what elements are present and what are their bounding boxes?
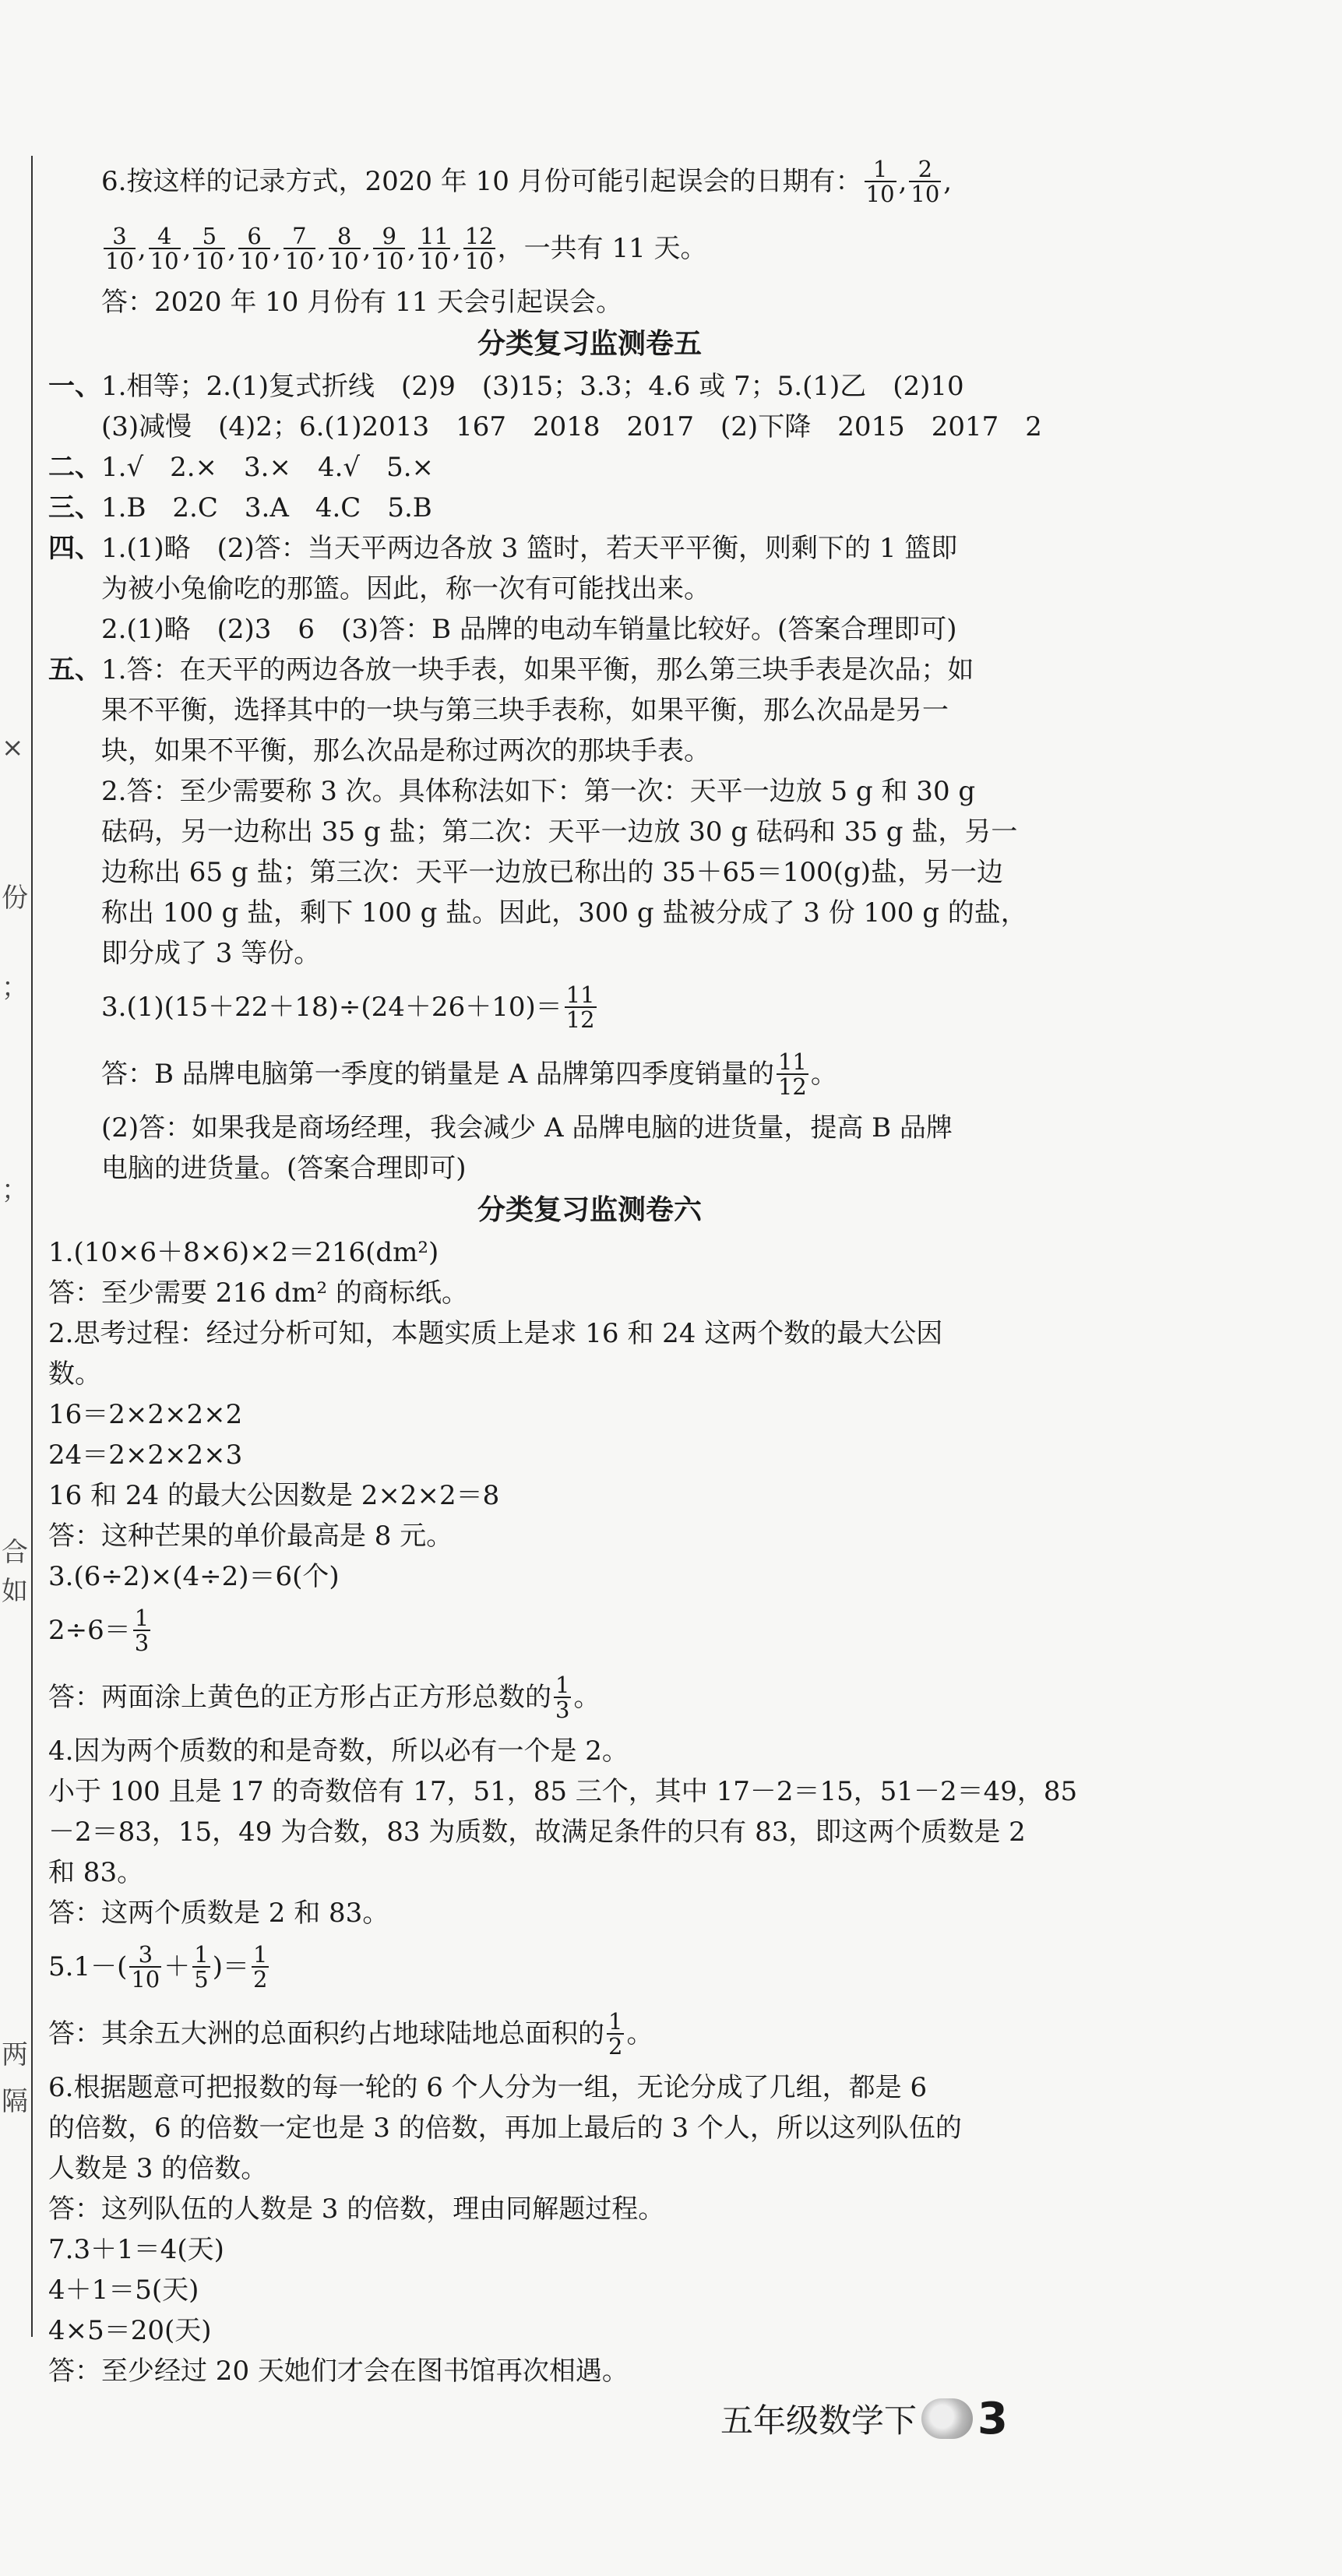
answer-line: 答：至少需要 216 dm² 的商标纸。 [48,1277,468,1309]
fraction: $\frac{5}{10}$ [195,223,224,274]
fraction: $\frac{1}{3}$ [134,1605,150,1656]
answer-line [48,1664,1131,1731]
fraction: $\frac{11}{12}$ [777,1048,807,1100]
answer-line: 4＋1＝5(天) [48,2275,199,2306]
fraction: $\frac{1}{2}$ [608,2008,623,2060]
answer-text: 1.(1)略 (2)答：当天平两边各放 3 篮时，若天平平衡，则剩下的 1 篮即 [101,533,958,564]
edge-char: 两 [2,2039,28,2070]
answer-line: 称出 100 g 盐，剩下 100 g 盐。因此，300 g 盐被分成了 3 份 100 g 的盐， [101,897,1027,929]
answer-line: 答：这列队伍的人数是 3 的倍数，理由同解题过程。 [48,2194,665,2225]
page-footer [720,2387,1008,2450]
edge-char: ； [2,1175,28,1206]
answer-text: ，一共有 11 天。 [497,233,707,264]
answer-line: 小于 100 且是 17 的奇数倍有 17，51，85 三个，其中 17－2＝15，51－2＝49，85 [48,1776,1078,1807]
fraction: $\frac{1}{5}$ [194,1941,209,1993]
section-title: 分类复习监测卷六 [477,1194,702,1226]
answer-line: 人数是 3 的倍数。 [48,2153,268,2184]
answer-text: 1.答：在天平的两边各放一块手表，如果平衡，那么第三块手表是次品；如 [101,654,974,685]
answer-text: )＝ [212,1951,249,1982]
answer-line: 6.根据题意可把报数的每一轮的 6 个人分为一组，无论分成了几组，都是 6 [48,2072,928,2103]
edge-char: 隔 [2,2086,28,2117]
answer-text: 1.相等；2.(1)复式折线 (2)9 (3)15；3.3；4.6 或 7；5.(1)乙 (2)10 [101,371,964,402]
part-label: 四、 [48,533,101,564]
answer-line: －2＝83，15，49 为合数，83 为质数，故满足条件的只有 83，即这两个质数是 2 [48,1817,1026,1848]
fraction: $\frac{11}{10}$ [420,223,449,274]
edge-char: 份 [2,883,28,914]
answer-line: (3)减慢 (4)2；6.(1)2013 167 2018 2017 (2)下降 2015 2017 2 [101,411,1042,442]
answer-text: 3.(1)(15＋22＋18)÷(24＋26＋10)＝ [101,992,562,1023]
fraction: $\frac{8}{10}$ [329,223,359,274]
book-title: 五年级数学下 [720,2402,918,2440]
fraction: $\frac{4}{10}$ [150,223,179,274]
edge-char: ； [2,972,28,1003]
answer-line: 6.按这样的记录方式，2020 年 10 月份可能引起误会的日期有： $\frac{1}{10}$ , $\frac{2}{10}$ , [101,156,953,207]
answer-text: 2÷6＝ [48,1615,131,1646]
binding-margin-line [31,156,33,2337]
answer-line: 边称出 65 g 盐；第三次：天平一边放已称出的 35＋65＝100(g)盐，另一边 [101,857,1003,888]
answer-line: 1.(10×6＋8×6)×2＝216(dm²) [48,1237,439,1268]
fraction: $\frac{1}{2}$ [252,1941,268,1993]
answer-line [48,488,1131,528]
answer-line [48,1597,1131,1664]
answer-line [48,366,1131,407]
edge-char: 如 [2,1576,28,1607]
answer-line: 2.(1)略 (2)3 6 (3)答：B 品牌的电动车销量比较好。(答案合理即可) [101,614,957,645]
answer-line: 2.思考过程：经过分析可知，本题实质上是求 16 和 24 这两个数的最大公因 [48,1318,943,1349]
answer-line: 4.因为两个质数的和是奇数，所以必有一个是 2。 [48,1736,629,1767]
fraction: $\frac{3}{10}$ [131,1941,160,1993]
fraction: $\frac{2}{10}$ [911,156,940,207]
answer-text: 。 [810,1059,837,1090]
answer-line: 16 和 24 的最大公因数是 2×2×2＝8 [48,1480,500,1511]
answer-line: 即分成了 3 等份。 [101,938,321,969]
section-title: 分类复习监测卷五 [477,328,702,360]
answer-text: 答：两面涂上黄色的正方形占正方形总数的 [48,1682,551,1713]
answer-text: 6.按这样的记录方式，2020 年 10 月份可能引起误会的日期有： [101,166,862,197]
answer-text: 。 [573,1682,601,1713]
answer-line [48,2000,1131,2067]
answer-text: ＋ [164,1951,191,1982]
answer-line: $\frac{3}{10}$ , $\frac{4}{10}$ , $\frac{5}{10}$ , $\frac{6}{10}$ , $\frac{7}{10}$ , $\frac{8}{10}$ , $\frac{9}{10}$ , $\frac{11}{10}$ , $\frac{12}{10}$ ，一共有 11 天。 [105,223,707,274]
edge-char: 合 [2,1537,28,1568]
answer-line: (2)答：如果我是商场经理，我会减少 A 品牌电脑的进货量，提高 B 品牌 [101,1112,953,1144]
answer-line: 答：2020 年 10 月份有 11 天会引起误会。 [101,287,623,318]
answer-text: 答：其余五大洲的总面积约占地球陆地总面积的 [48,2018,604,2049]
answer-text: 5.1－( [48,1951,128,1982]
fraction: $\frac{7}{10}$ [284,223,314,274]
answer-line: 电脑的进货量。(答案合理即可) [101,1153,467,1184]
answer-line: 答：至少经过 20 天她们才会在图书馆再次相遇。 [48,2356,629,2387]
answer-line: 答：这种芒果的单价最高是 8 元。 [48,1521,453,1552]
publisher-logo-icon [921,2398,973,2439]
answer-text: 。 [626,2018,653,2049]
answer-line: 3.(6÷2)×(4÷2)＝6(个) [48,1561,340,1592]
answer-line: 的倍数，6 的倍数一定也是 3 的倍数，再加上最后的 3 个人，所以这列队伍的 [48,2113,962,2144]
fraction: $\frac{1}{3}$ [555,1672,570,1723]
answer-line: 7.3＋1＝4(天) [48,2234,224,2265]
fraction: $\frac{6}{10}$ [240,223,269,274]
fraction: $\frac{12}{10}$ [464,223,494,274]
answer-line: 块，如果不平衡，那么次品是称过两次的那块手表。 [101,735,710,766]
fraction: $\frac{11}{12}$ [565,981,595,1033]
answer-line [48,1041,1131,1108]
answer-line: 4×5＝20(天) [48,2315,212,2346]
answer-line: 果不平衡，选择其中的一块与第三块手表称，如果平衡，那么次品是另一 [101,695,949,726]
answer-line [48,447,1131,488]
edge-char: × [2,732,24,763]
answer-text: 1.B 2.C 3.A 4.C 5.B [101,492,432,523]
answer-line: 数。 [48,1358,101,1390]
answer-line: 16＝2×2×2×2 [48,1399,243,1430]
answer-line: 和 83。 [48,1857,144,1888]
answer-content [48,148,1131,2391]
answer-text: 1.√ 2.× 3.× 4.√ 5.× [101,452,434,483]
part-label: 一、 [48,371,101,402]
answer-text: 答：B 品牌电脑第一季度的销量是 A 品牌第四季度销量的 [101,1059,774,1090]
answer-line [48,1933,1131,2000]
answer-line: 24＝2×2×2×3 [48,1440,243,1471]
fraction: $\frac{9}{10}$ [375,223,404,274]
answer-line: 答：这两个质数是 2 和 83。 [48,1898,389,1929]
answer-line: 砝码，另一边称出 35 g 盐；第二次：天平一边放 30 g 砝码和 35 g 盐，另一 [101,816,1018,848]
answer-line [48,974,1131,1041]
page-number: 3 [977,2393,1008,2444]
part-label: 三、 [48,492,101,523]
fraction: $\frac{3}{10}$ [105,223,134,274]
answer-line [48,650,1131,690]
answer-line: 为被小兔偷吃的那篮。因此，称一次有可能找出来。 [101,573,710,604]
answer-line [48,528,1131,569]
part-label: 二、 [48,452,101,483]
part-label: 五、 [48,654,101,685]
fraction: $\frac{1}{10}$ [865,156,895,207]
answer-line: 2.答：至少需要称 3 次。具体称法如下：第一次：天平一边放 5 g 和 30 g [101,776,976,807]
